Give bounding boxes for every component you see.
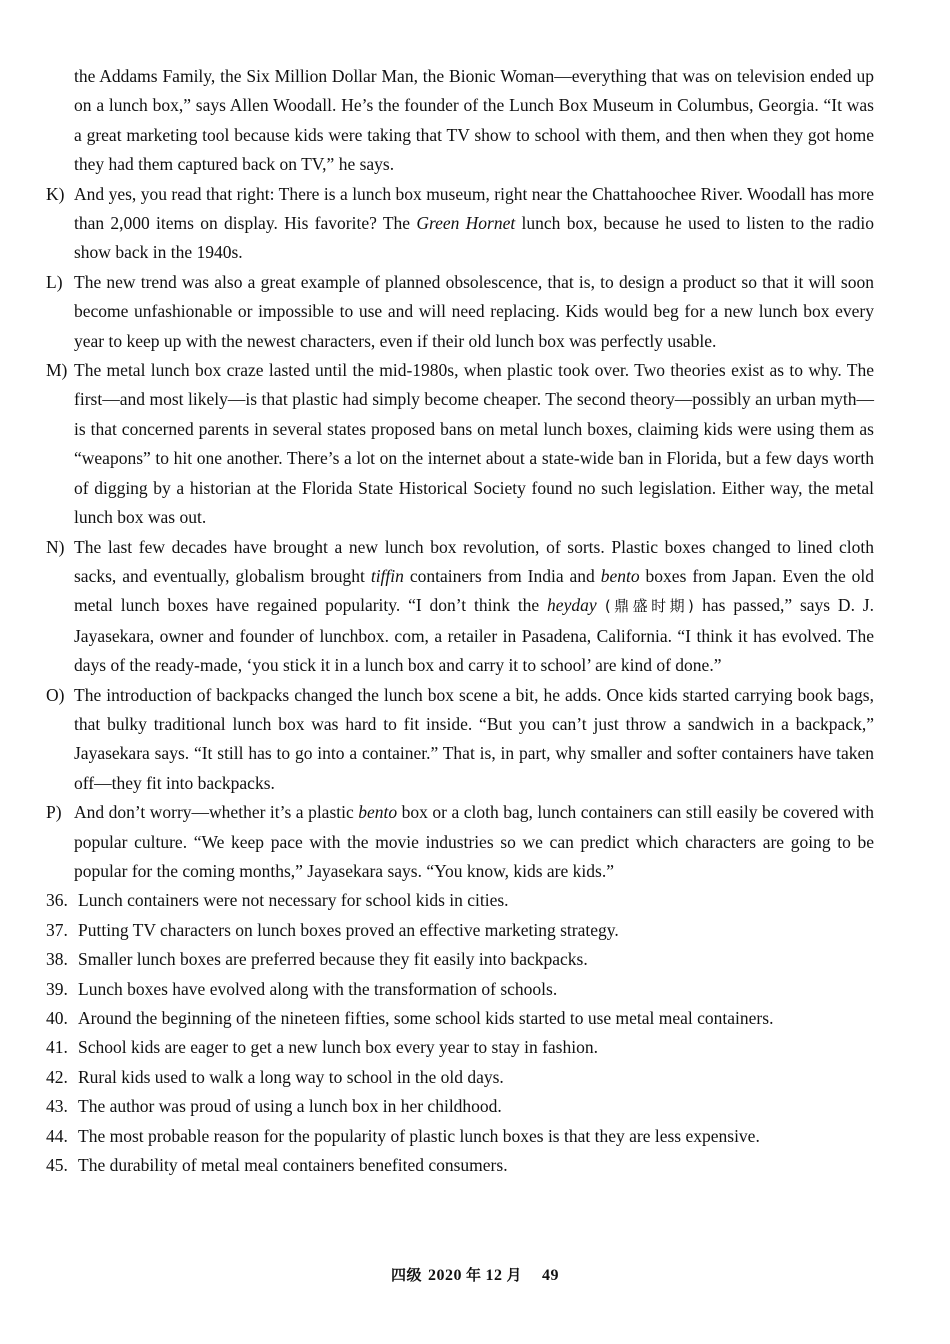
text-run: box or a cloth bag, lunch containers can still easily be covered with popular culture. “We keep pace with the movie industries so we can predict which characters are going to be popular for the coming months,” Jayasekara says. “You know, kids are kids.” <box>74 802 874 881</box>
paragraph-label: P) <box>46 802 62 823</box>
question-text: The author was proud of using a lunch box in her childhood. <box>78 1096 502 1117</box>
question-item <box>46 1151 874 1180</box>
text-run: containers from India and <box>403 565 601 586</box>
exam-year: 2020 <box>427 1267 462 1284</box>
text-run: has passed,” says D. J. Jayasekara, owner and founder of lunchbox. com, a retailer in Pasadena, California. “I think it has evolved. The days of the ready-made, ‘you stick it in a lunch box and carry it to school’ are kind of done.” <box>74 595 874 676</box>
question-text: Smaller lunch boxes are preferred because they fit easily into backpacks. <box>78 949 588 970</box>
question-item <box>46 886 874 915</box>
paragraph-label: K) <box>46 183 65 204</box>
paragraph-text: The introduction of backpacks changed the lunch box scene a bit, he adds. Once kids started carrying book bags, that bulky traditional lunch box was hard to fit inside. “But you can’t just throw a sandwich in a backpack,” Jayasekara says. “It still has to go into a container.” That is, in part, why smaller and softer containers have taken off—they fit into backpacks. <box>74 684 874 793</box>
question-item <box>46 1122 874 1151</box>
text-run: boxes from Japan. Even the old metal lunch boxes have regained popularity. “I don’t think the <box>74 565 875 616</box>
paragraph-l <box>46 268 874 356</box>
exam-month: 12 <box>485 1267 503 1284</box>
question-number: 37. <box>46 919 68 940</box>
paragraph-text <box>46 533 874 681</box>
question-number: 36. <box>46 890 68 911</box>
question-number: 43. <box>46 1096 68 1117</box>
paragraph-m <box>46 356 874 532</box>
question-item <box>46 1004 874 1033</box>
question-item <box>46 1092 874 1121</box>
paragraph-p <box>46 798 874 886</box>
text-run: And don’t worry—whether it’s a plastic <box>74 802 359 823</box>
italic-word: bento <box>358 802 398 823</box>
question-text: The durability of metal meal containers benefited consumers. <box>78 1155 508 1176</box>
question-number: 45. <box>46 1155 68 1176</box>
paragraph-text: The new trend was also a great example of planned obsolescence, that is, to design a product so that it will soon become unfashionable or impossible to use and will need replacing. Kids would beg for a new lunch box every year to keep up with the newest characters, even if their old lunch box was perfectly usable. <box>74 271 874 351</box>
question-text: School kids are eager to get a new lunch box every year to stay in fashion. <box>78 1037 598 1058</box>
question-item <box>46 916 874 945</box>
text-run: lunch box, because he used to listen to the radio show back in the 1940s. <box>74 213 874 263</box>
question-number: 39. <box>46 978 68 999</box>
paragraph-j-continuation <box>46 62 874 180</box>
question-text: Around the beginning of the nineteen fifties, some school kids started to use metal meal containers. <box>78 1008 774 1028</box>
question-text: Lunch containers were not necessary for school kids in cities. <box>78 890 509 911</box>
italic-word: tiffin <box>370 565 404 586</box>
question-number: 40. <box>46 1008 68 1028</box>
question-number: 41. <box>46 1037 68 1058</box>
paragraph-label: M) <box>46 360 68 381</box>
question-number: 42. <box>46 1066 68 1087</box>
year-char: 年 <box>465 1266 482 1284</box>
paragraph-text: the Addams Family, the Six Million Dollar Man, the Bionic Woman—everything that was on television ended up on a lunch box,” says Allen Woodall. He’s the founder of the Lunch Box Museum in Columbus, Georgia. “It was a great marketing tool because kids were taking that TV show to school with them, and then when they got home they had them captured back on TV,” he says. <box>74 66 874 175</box>
question-item <box>46 1033 874 1062</box>
question-number: 44. <box>46 1125 68 1146</box>
document-page <box>0 62 950 1180</box>
question-list <box>0 886 950 1180</box>
paragraph-n <box>46 533 874 681</box>
text-run: And yes, you read that right: There is a lunch box museum, right near the Chattahoochee River. Woodall has more than 2,000 items on display. His favorite? The <box>74 183 874 234</box>
paragraph-k <box>46 180 874 268</box>
italic-title: Green Hornet <box>416 213 516 234</box>
question-text: Putting TV characters on lunch boxes proved an effective marketing strategy. <box>78 919 619 940</box>
paragraph-label: L) <box>46 271 63 292</box>
question-text: The most probable reason for the popularity of plastic lunch boxes is that they are less expensive. <box>78 1125 760 1146</box>
page-number: 49 <box>542 1267 560 1284</box>
chinese-gloss: (鼎盛时期) <box>596 597 703 616</box>
paragraph-o <box>46 681 874 799</box>
italic-word: heyday <box>547 595 597 616</box>
question-item <box>46 1063 874 1092</box>
question-item <box>46 975 874 1004</box>
month-char: 月 <box>506 1266 523 1284</box>
paragraph-text <box>46 798 874 886</box>
paragraph-label: O) <box>46 684 65 705</box>
exam-name: 四级 <box>390 1266 422 1284</box>
question-text: Lunch boxes have evolved along with the transformation of schools. <box>78 978 558 999</box>
question-number: 38. <box>46 949 68 970</box>
question-item <box>46 945 874 974</box>
paragraph-label: N) <box>46 536 65 557</box>
paragraph-text: The metal lunch box craze lasted until the mid-1980s, when plastic took over. Two theories exist as to why. The first—and most likely—is that plastic had simply become cheaper. The second theory—possibly an urban myth—is that concerned parents in several states proposed bans on metal lunch boxes, claiming kids were using them as “weapons” to hit one another. There’s a lot on the internet about a state-wide ban in Florida, but a few days worth of digging by a historian at the Florida State Historical Society found no such legislation. Either way, the metal lunch box was out. <box>74 360 874 528</box>
paragraph-text <box>46 180 874 268</box>
italic-word: bento <box>600 565 640 586</box>
question-text: Rural kids used to walk a long way to school in the old days. <box>78 1066 504 1087</box>
page-footer <box>0 1264 950 1285</box>
text-run: The last few decades have brought a new lunch box revolution, of sorts. Plastic boxes changed to lined cloth sacks, and eventually, globalism brought <box>74 536 874 586</box>
